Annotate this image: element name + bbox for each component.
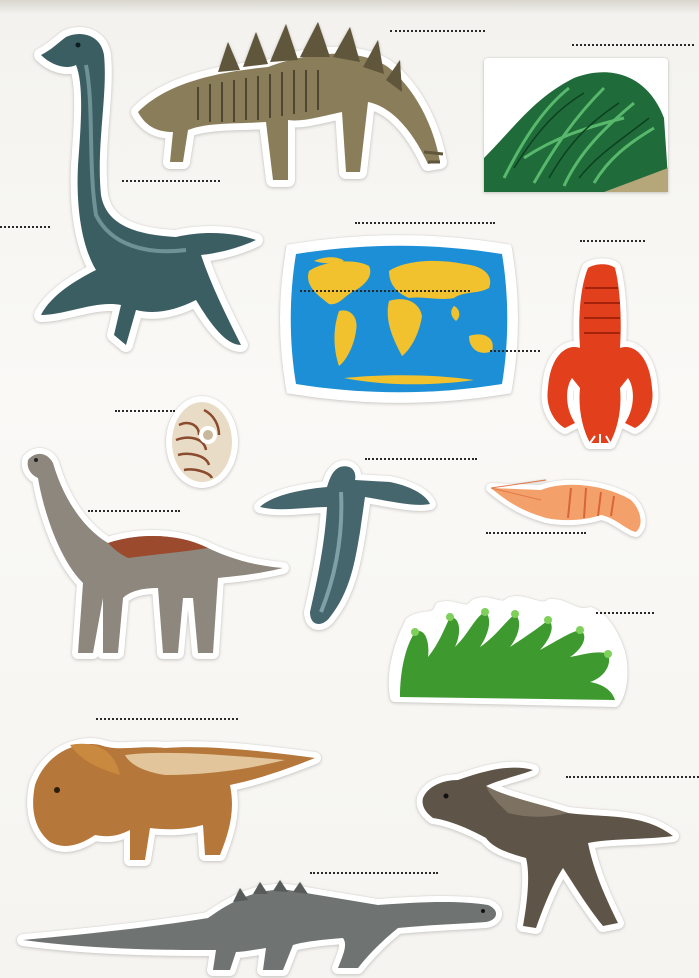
- label-line: [96, 718, 238, 720]
- label-line: [0, 226, 50, 228]
- label-line: [490, 350, 540, 352]
- plesiosaur-neck-sticker[interactable]: [26, 25, 266, 370]
- coral-sticker[interactable]: [380, 592, 630, 710]
- ceratopsian-sticker[interactable]: [25, 730, 323, 870]
- lobster-icon: [540, 258, 660, 448]
- world-map-icon: [284, 236, 514, 402]
- label-line: [596, 612, 654, 614]
- coral-icon: [380, 592, 630, 710]
- label-line: [310, 872, 438, 874]
- label-line: [580, 240, 645, 242]
- world-map-sticker[interactable]: [284, 236, 514, 402]
- label-line: [115, 410, 175, 412]
- lobster-sticker[interactable]: [540, 258, 660, 448]
- label-line: [88, 510, 180, 512]
- long-tailed-dinosaur-sticker[interactable]: [18, 880, 502, 972]
- label-line: [486, 532, 586, 534]
- label-line: [300, 290, 470, 292]
- sauropod-icon: [18, 448, 288, 663]
- label-line: [355, 222, 495, 224]
- label-line: [390, 30, 485, 32]
- label-line: [122, 180, 220, 182]
- sauropod-sticker[interactable]: [18, 448, 288, 663]
- long-tailed-dinosaur-icon: [18, 880, 502, 972]
- crinoid-icon: [484, 58, 668, 192]
- label-line: [566, 776, 699, 778]
- plesiosaur-icon: [26, 25, 266, 370]
- label-line: [365, 458, 477, 460]
- shrimp-sticker[interactable]: [486, 470, 646, 540]
- shrimp-icon: [486, 470, 646, 540]
- label-line: [572, 44, 694, 46]
- ceratopsian-icon: [25, 730, 323, 870]
- crinoid-sticker[interactable]: [484, 58, 668, 192]
